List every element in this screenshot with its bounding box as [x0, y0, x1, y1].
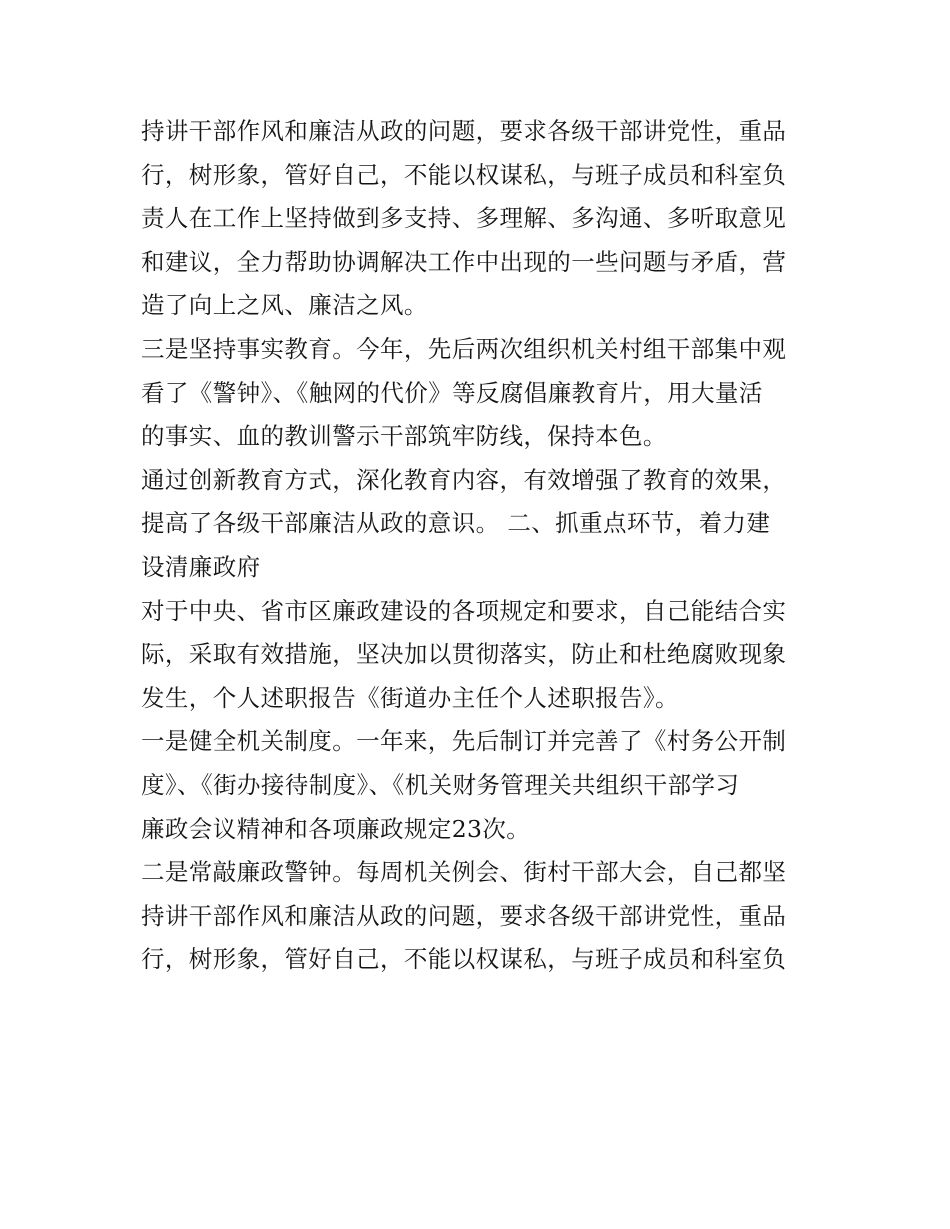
text-line: 行，树形象，管好自己，不能以权谋私，与班子成员和科室负 [141, 945, 787, 974]
text-line: 三是坚持事实教育。今年，先后两次组织机关村组干部集中观 [141, 334, 787, 363]
text-line: 通过创新教育方式，深化教育内容，有效增强了教育的效果， [141, 465, 787, 494]
text-line: 度》、《街办接待制度》、《机关财务管理关共组织干部学习 [141, 770, 740, 799]
text-line: 设清廉政府 [141, 552, 261, 581]
text-line: 对于中央、省市区廉政建设的各项规定和要求，自己能结合实 [141, 596, 787, 625]
text-line: 际，采取有效措施，坚决加以贯彻落实，防止和杜绝腐败现象 [141, 640, 787, 669]
text-line: 持讲干部作风和廉洁从政的问题，要求各级干部讲党性，重品 [141, 117, 787, 145]
text-line: 提高了各级干部廉洁从政的意识。 二、抓重点环节，着力建 [141, 509, 771, 538]
text-line: 和建议，全力帮助协调解决工作中出现的一些问题与矛盾，营 [141, 247, 787, 276]
text-line: 责人在工作上坚持做到多支持、多理解、多沟通、多听取意见 [141, 204, 787, 233]
text-line: 的事实、血的教训警示干部筑牢防线，保持本色。 [141, 422, 667, 451]
text-line: 一是健全机关制度。一年来，先后制订并完善了《村务公开制 [141, 727, 787, 756]
text-line: 二是常敲廉政警钟。每周机关例会、街村干部大会，自己都坚 [141, 858, 787, 887]
text-line: 廉政会议精神和各项廉政规定23次。 [141, 814, 531, 843]
document-body [141, 110, 821, 982]
text-line: 行，树形象，管好自己，不能以权谋私，与班子成员和科室负 [141, 160, 787, 189]
text-line: 看了《警钟》、《触网的代价》等反腐倡廉教育片，用大量活 [141, 378, 763, 407]
text-line: 造了向上之风、廉洁之风。 [141, 291, 428, 320]
text-line: 发生，个人述职报告《街道办主任个人述职报告》。 [141, 683, 679, 712]
text-line: 持讲干部作风和廉洁从政的问题，要求各级干部讲党性，重品 [141, 901, 787, 930]
